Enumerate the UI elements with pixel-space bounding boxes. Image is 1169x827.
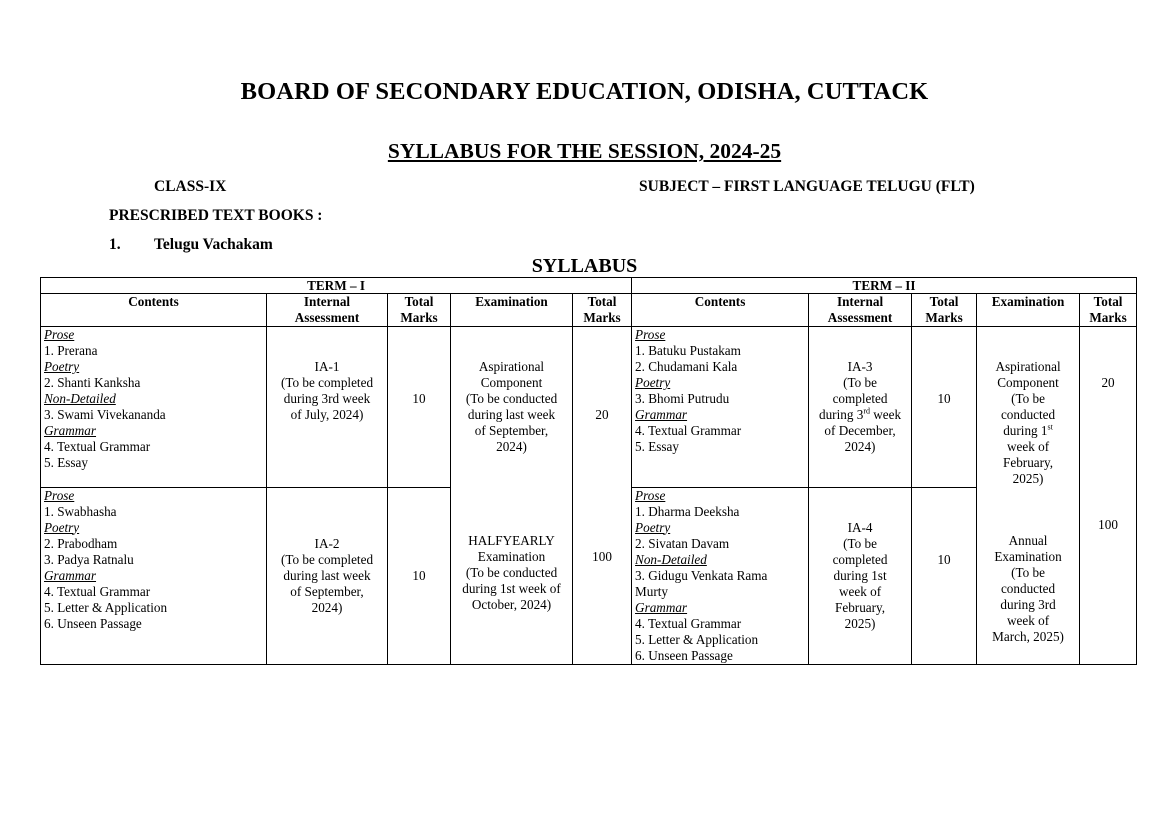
book-number: 1. (109, 236, 121, 253)
t1-internal-header: Internal Assessment (267, 294, 388, 327)
t1-ia-marks: 10 (388, 487, 451, 664)
t2-annual-cell: Annual Examination (To be conducted during 3rd week of March, 2025) (977, 487, 1080, 664)
t2-aspirational-cell: Aspirational Component (To be conducted during 1st week of February, 2025) (977, 327, 1080, 488)
t1-aspirational-marks: 20 (573, 327, 632, 488)
term1-header: TERM – I (41, 278, 632, 294)
t2-exam-header: Examination (977, 294, 1080, 327)
syllabus-heading: SYLLABUS (531, 255, 638, 277)
t1-ia-cell: IA-2 (To be completed during last week of September, 2024) (267, 487, 388, 664)
term2-header: TERM – II (632, 278, 1137, 294)
t1-halfyearly-cell: HALFYEARLY Examination (To be conducted during 1st week of October, 2024) (451, 487, 573, 664)
prescribed-books-heading: PRESCRIBED TEXT BOOKS : (109, 207, 323, 224)
t2-contents-cell: Prose 1. Dharma Deeksha Poetry 2. Sivatan Davam Non-Detailed 3. Gidugu Venkata Rama Murty Grammar 4. Textual Grammar 5. Letter & Application 6. Unseen Passage (632, 487, 809, 664)
t2-exam-total-header: Total Marks (1080, 294, 1137, 327)
table-row (41, 487, 1137, 664)
session-title: SYLLABUS FOR THE SESSION, 2024-25 (387, 139, 782, 163)
t2-total-header: Total Marks (912, 294, 977, 327)
t1-halfyearly-marks: 100 (573, 487, 632, 664)
t2-ia-marks: 10 (912, 327, 977, 488)
t2-contents-header: Contents (632, 294, 809, 327)
table-row (41, 327, 1137, 488)
t2-annual-marks: 100 (1080, 487, 1137, 664)
t2-contents-cell: Prose 1. Batuku Pustakam 2. Chudamani Kala Poetry 3. Bhomi Putrudu Grammar 4. Textual Grammar 5. Essay (632, 327, 809, 488)
t2-ia-cell: IA-3 (To be completed during 3rd week of December, 2024) (809, 327, 912, 488)
book-name: Telugu Vachakam (154, 236, 273, 253)
t2-ia-marks: 10 (912, 487, 977, 664)
board-title: BOARD OF SECONDARY EDUCATION, ODISHA, CUTTACK (240, 78, 929, 105)
class-label: CLASS-IX (154, 178, 227, 195)
t2-ia-cell: IA-4 (To be completed during 1st week of February, 2025) (809, 487, 912, 664)
t1-aspirational-cell: Aspirational Component (To be conducted during last week of September, 2024) (451, 327, 573, 488)
t1-contents-header: Contents (41, 294, 267, 327)
syllabus-table (40, 277, 1137, 665)
t1-contents-cell: Prose 1. Prerana Poetry 2. Shanti Kanksha Non-Detailed 3. Swami Vivekananda Grammar 4. Textual Grammar 5. Essay (41, 327, 267, 488)
t1-ia-marks: 10 (388, 327, 451, 488)
subject-label: SUBJECT – FIRST LANGUAGE TELUGU (FLT) (639, 178, 975, 195)
term-header-row (41, 278, 1137, 294)
t1-exam-header: Examination (451, 294, 573, 327)
t1-ia-cell: IA-1 (To be completed during 3rd week of July, 2024) (267, 327, 388, 488)
t2-internal-header: Internal Assessment (809, 294, 912, 327)
column-header-row (41, 294, 1137, 327)
t1-exam-total-header: Total Marks (573, 294, 632, 327)
t1-contents-cell: Prose 1. Swabhasha Poetry 2. Prabodham 3. Padya Ratnalu Grammar 4. Textual Grammar 5. Letter & Application 6. Unseen Passage (41, 487, 267, 664)
t1-total-header: Total Marks (388, 294, 451, 327)
t2-aspirational-marks: 20 (1080, 327, 1137, 488)
